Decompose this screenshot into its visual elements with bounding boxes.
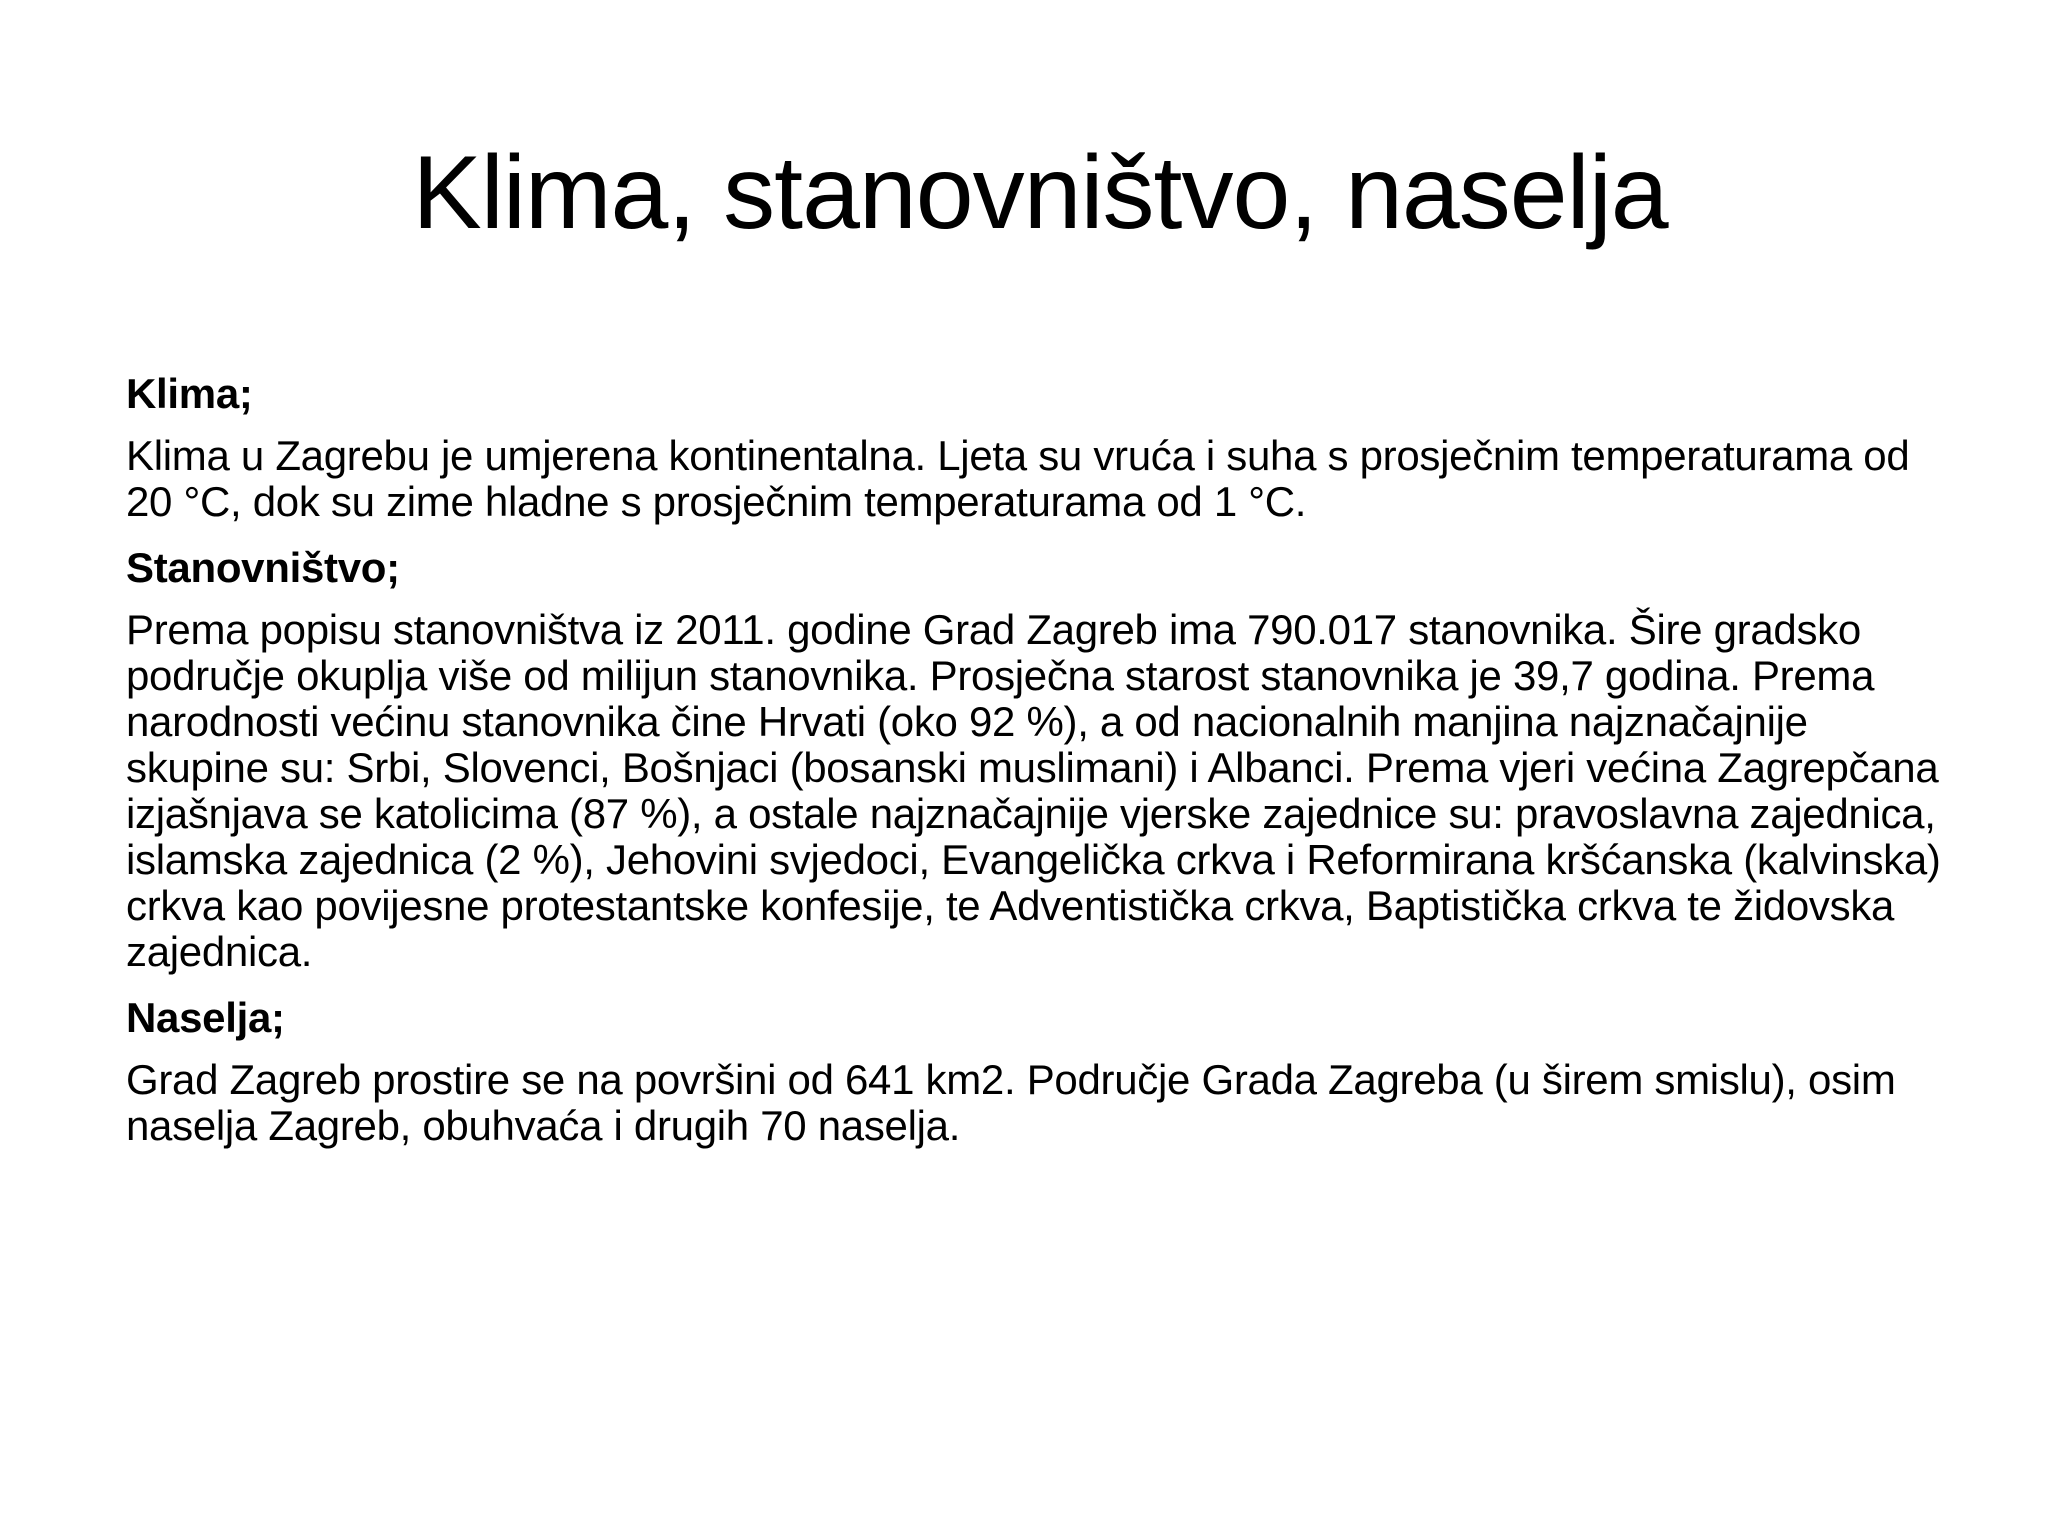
section-naselja — [126, 992, 1956, 1166]
section-text-klima: Klima u Zagrebu je umjerena kontinentalna. Ljeta su vruća i suha s prosječnim temperaturama od 20 °C, dok su zime hladne s prosječnim temperaturama od 1 °C. — [126, 432, 1910, 525]
section-heading-stanovnistvo: Stanovništvo; — [126, 544, 400, 591]
section-heading-klima: Klima; — [126, 370, 253, 417]
slide-title: Klima, stanovništvo, naselja — [412, 135, 1668, 251]
section-stanovnistvo — [126, 542, 1956, 992]
section-text-stanovnistvo: Prema popisu stanovništva iz 2011. godine Grad Zagreb ima 790.017 stanovnika. Šire gradsko područje okuplja više od milijun stanovnika. Prosječna starost stanovnika je 39,7 godina. Prema narodnosti većinu stanovnika čine Hrvati (oko 92 %), a od nacionalnih manjina najznačajnije skupine su: Srbi, Slovenci, Bošnjaci (bosanski muslimani) i Albanci. Prema vjeri većina Zagrepčana izjašnjava se katolicima (87 %), a ostale najznačajnije vjerske zajednice su: pravoslavna zajednica, islamska zajednica (2 %), Jehovini svjedoci, Evangelička crkva i Reformirana kršćanska (kalvinska) crkva kao povijesne protestantske konfesije, te Adventistička crkva, Baptistička crkva te židovska zajednica. — [126, 606, 1941, 975]
section-klima — [126, 368, 1956, 542]
section-text-naselja: Grad Zagreb prostire se na površini od 641 km2. Područje Grada Zagreba (u širem smislu), osim naselja Zagreb, obuhvaća i drugih 70 naselja. — [126, 1056, 1896, 1149]
section-heading-naselja: Naselja; — [126, 994, 285, 1041]
slide-content — [126, 368, 1956, 1166]
